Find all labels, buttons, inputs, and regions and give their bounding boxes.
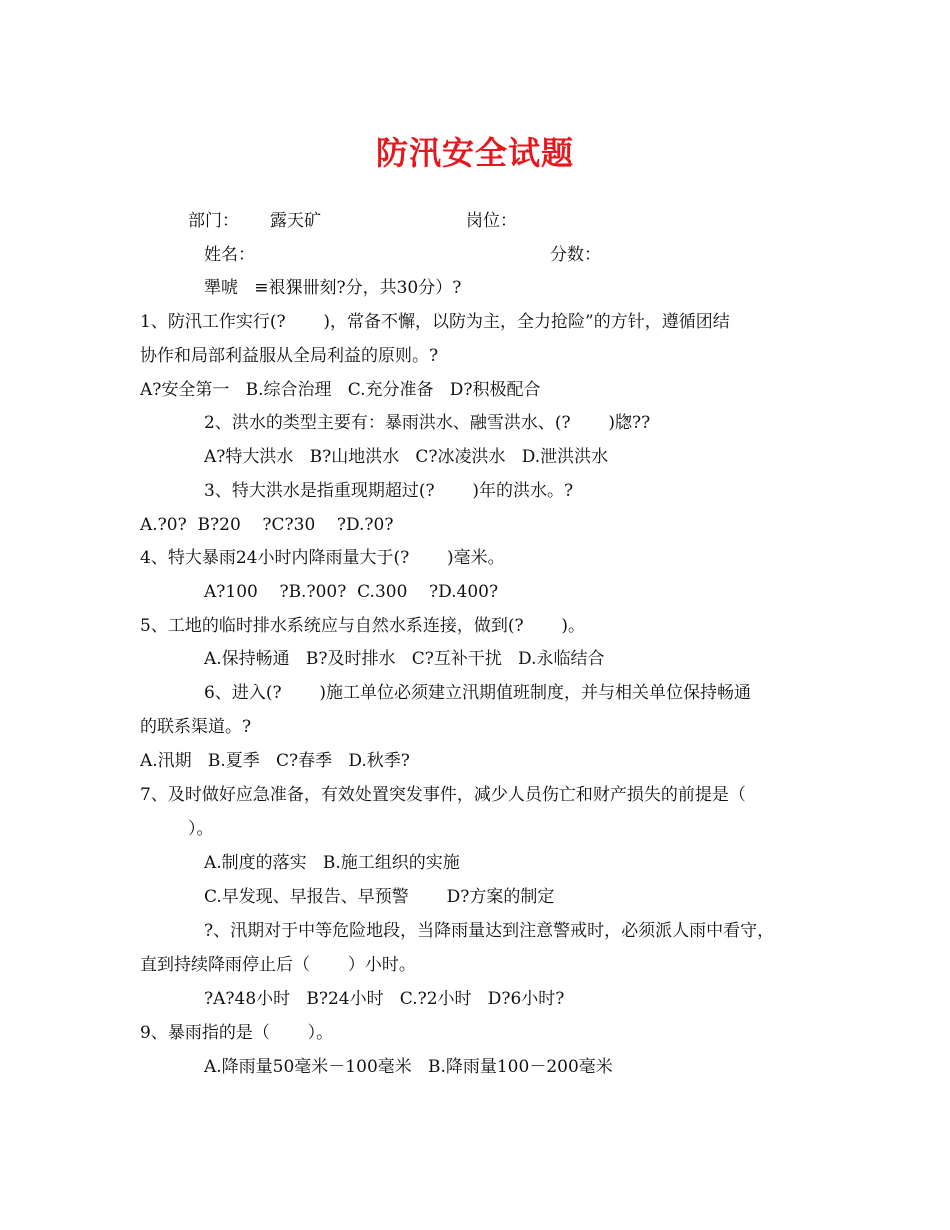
score-label: 分数： <box>550 245 601 265</box>
question-7: 7、及时做好应急准备，有效处置突发事件，减少人员伤亡和财产损失的前提是（ <box>140 785 746 805</box>
question-4: 4、特大暴雨24小时内降雨量大于(? )毫米。 <box>140 548 505 568</box>
dept-label: 部门： <box>188 211 239 231</box>
question-2-options: A?特大洪水 B?山地洪水 C?冰凌洪水 D.泄洪洪水 <box>204 447 609 467</box>
question-3: 3、特大洪水是指重现期超过(? )年的洪水。? <box>204 481 574 501</box>
question-3-options: A.?0? B?20 ?C?30 ?D.?0? <box>140 515 394 535</box>
page-title: 防汛安全试题 <box>375 134 574 172</box>
question-1-options: A?安全第一 B.综合治理 C.充分准备 D?积极配合 <box>140 380 541 400</box>
name-label: 姓名： <box>204 245 255 265</box>
question-9: 9、暴雨指的是（ ）。 <box>140 1023 334 1043</box>
question-7-options-cd: C.早发现、早报告、早预警 D?方案的制定 <box>204 887 555 907</box>
question-6: 6、进入(? )施工单位必须建立汛期值班制度，并与相关单位保持畅通 <box>204 683 752 703</box>
question-4-options: A?100 ?B.?00? C.300 ?D.400? <box>204 582 499 602</box>
post-label: 岗位： <box>466 211 517 231</box>
question-1: 1、防汛工作实行(? )，常备不懈，以防为主，全力抢险”的方针，遵循团结 <box>140 312 730 332</box>
question-5: 5、工地的临时排水系统应与自然水系连接，做到(? )。 <box>140 616 586 636</box>
dept-value: 露天矿 <box>270 211 321 231</box>
question-8: ?、汛期对于中等危险地段，当降雨量达到注意警戒时，必须派人雨中看守， <box>204 921 775 941</box>
question-1-cont: 协作和局部利益服从全局利益的原则。? <box>140 346 439 366</box>
section-heading: 犟唬 ≡裉猓卌刻?分，共30分）? <box>204 278 462 298</box>
question-6-options: A.汛期 B.夏季 C?春季 D.秋季? <box>140 751 410 771</box>
question-7-options-ab: A.制度的落实 B.施工组织的实施 <box>204 853 460 873</box>
question-9-options: A.降雨量50毫米－100毫米 B.降雨量100－200毫米 <box>204 1057 613 1077</box>
question-8-cont: 直到持续降雨停止后（ ）小时。 <box>140 955 416 975</box>
question-2: 2、洪水的类型主要有：暴雨洪水、融雪洪水、(? )牎?? <box>204 413 651 433</box>
question-8-options: ?A?48小时 B?24小时 C.?2小时 D?6小时? <box>204 989 565 1009</box>
question-5-options: A.保持畅通 B?及时排水 C?互补干扰 D.永临结合 <box>204 649 605 669</box>
question-7-cont: ）。 <box>188 819 214 839</box>
question-6-cont: 的联系渠道。? <box>140 717 252 737</box>
